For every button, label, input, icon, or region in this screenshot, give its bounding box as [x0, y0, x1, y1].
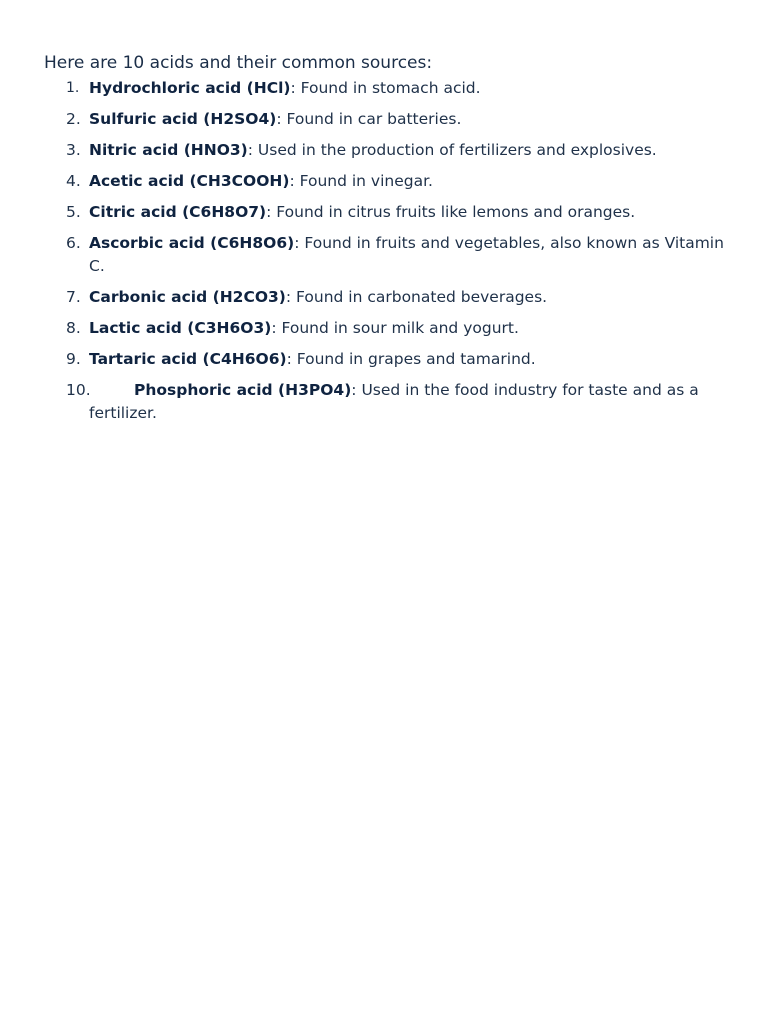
list-item: [44, 348, 724, 371]
acid-name: Carbonic acid (H2CO3): [89, 288, 286, 306]
list-number: 9.: [66, 350, 81, 368]
acid-description: : Found in fruits and vegetables, also known as Vitamin C.: [89, 234, 724, 275]
acid-name: Phosphoric acid (H3PO4): [134, 381, 352, 399]
acid-list: [44, 77, 724, 425]
list-item: [44, 232, 724, 278]
document-body: [44, 51, 724, 433]
acid-description: : Found in car batteries.: [276, 110, 462, 128]
list-number: 10.: [66, 381, 91, 399]
acid-name: Hydrochloric acid (HCl): [89, 79, 291, 97]
list-number: 6.: [66, 234, 81, 252]
acid-description: : Found in vinegar.: [289, 172, 433, 190]
acid-name: Sulfuric acid (H2SO4): [89, 110, 277, 128]
list-item: [44, 379, 724, 425]
intro-text: Here are 10 acids and their common sources:: [44, 53, 433, 73]
list-item: [44, 170, 724, 193]
list-item: [44, 108, 724, 131]
acid-name: Citric acid (C6H8O7): [89, 203, 267, 221]
list-item: [44, 201, 724, 224]
acid-description: : Found in grapes and tamarind.: [286, 350, 536, 368]
list-number: 1.: [66, 80, 80, 96]
acid-description: : Used in the production of fertilizers and explosives.: [247, 141, 657, 159]
list-number: 5.: [66, 203, 81, 221]
acid-name: Tartaric acid (C4H6O6): [89, 350, 287, 368]
acid-description: : Found in sour milk and yogurt.: [271, 319, 519, 337]
list-number: 7.: [66, 288, 81, 306]
list-item: [44, 317, 724, 340]
list-number: 4.: [66, 172, 81, 190]
acid-description: : Found in carbonated beverages.: [285, 288, 548, 306]
acid-description: : Found in stomach acid.: [290, 79, 481, 97]
list-number: 2.: [66, 110, 81, 128]
list-number: 8.: [66, 319, 81, 337]
acid-name: Acetic acid (CH3COOH): [89, 172, 290, 190]
acid-name: Ascorbic acid (C6H8O6): [89, 234, 295, 252]
acid-name: Nitric acid (HNO3): [89, 141, 248, 159]
list-item: [44, 139, 724, 162]
acid-description: : Used in the food industry for taste and as a fertilizer.: [89, 381, 699, 422]
list-number: 3.: [66, 141, 81, 159]
list-item: [44, 286, 724, 309]
list-item: [44, 77, 724, 100]
acid-name: Lactic acid (C3H6O3): [89, 319, 272, 337]
acid-description: : Found in citrus fruits like lemons and oranges.: [266, 203, 636, 221]
